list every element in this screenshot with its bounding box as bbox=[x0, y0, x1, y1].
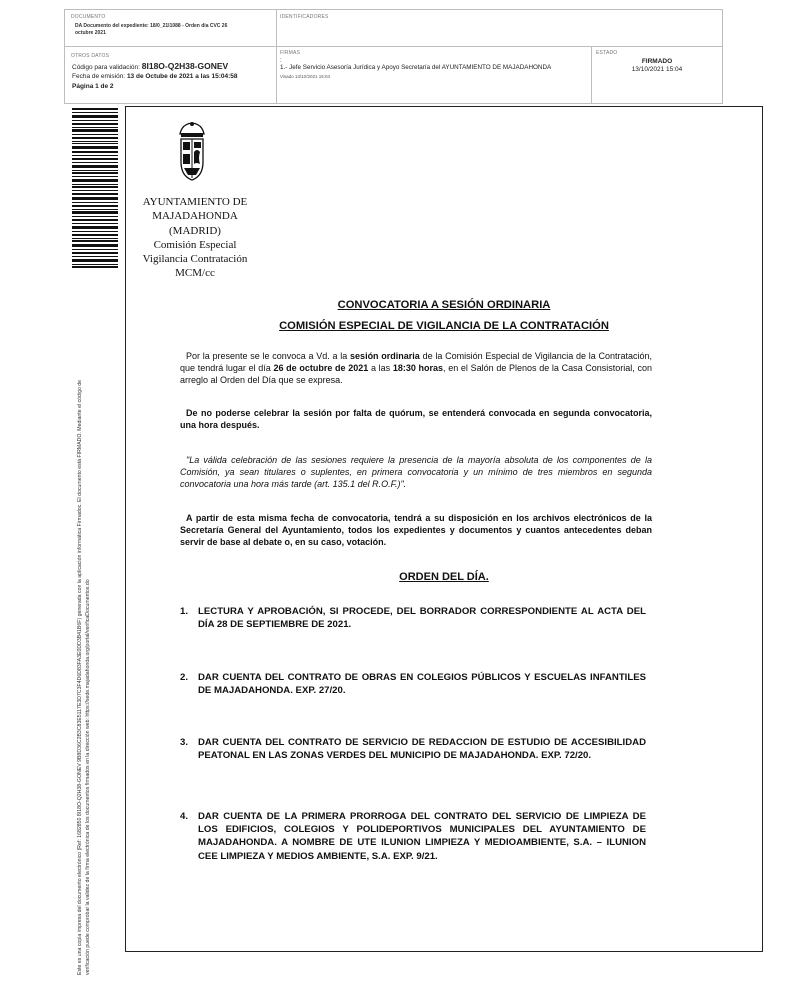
otros-datos-label: OTROS DATOS bbox=[71, 53, 110, 59]
estado-fecha: 13/10/2021 15:04 bbox=[631, 66, 683, 73]
agenda-item-text: DAR CUENTA DE LA PRIMERA PRORROGA DEL CONTRATO DEL SERVICIO DE LIMPIEZA DE LOS EDIFICIOS, COLEGIOS Y POLIDEPORTIVOS MUNICIPALES DEL AYUNTAMIENTO DE MAJADAHONDA. A NOMBRE DE UTE ILUNION LIMPIEZA Y MEDIOAMBIENTE, S.A. – ILUNION CEE LIMPIEZA Y MEDIOS AMBIENTE, S.A. EXP. 9/21. bbox=[198, 811, 646, 862]
p3-text: "La válida celebración de las sesiones requiere la presencia de la mayoría absoluta de los componentes de la Comisión, ya sean titulares o suplentes, en primera convocatoria y un mínimo de tres miembros en segunda convocatoria una hora más tarde (art. 135.1 del R.O.F.)". bbox=[180, 455, 652, 489]
firma-colon: : bbox=[280, 58, 282, 64]
codigo-label: Código para validación: bbox=[72, 64, 140, 71]
estado-label: ESTADO bbox=[596, 50, 618, 56]
rof-quote-paragraph bbox=[180, 455, 652, 491]
committee-title: COMISIÓN ESPECIAL DE VIGILANCIA DE LA CONTRATACIÓN bbox=[279, 320, 609, 332]
verification-side-text bbox=[77, 305, 92, 975]
side-text-line-1: Este es una copia impresa del documento electrónico (Ref: 1682850 8I18O-Q2H38-GONEV 9B8D36C2B3C83E5117E3D7C3F4D6D83FA3E0DD3B41B6F) generada con la aplicación informática Firmadoc. El documento está FIRMADO. Mediante el código de bbox=[77, 379, 83, 975]
org-line: Comisión Especial bbox=[153, 238, 237, 251]
agenda-item bbox=[180, 671, 646, 697]
p1-text: de la Comisión Especial de Vigilancia de la Contratación, que tendrá lugar el día bbox=[180, 351, 652, 373]
validation-info bbox=[72, 60, 277, 91]
p4-text: A partir de esta misma fecha de convocatoria, tendrá a su disposición en los archivos electrónicos de la Secretaría General del Ayuntamiento, todos los expedientes y documentos y cuantos antecedentes deban servir de base al debate o, en su caso, votación. bbox=[180, 513, 652, 547]
agenda-item bbox=[180, 736, 646, 762]
documento-value: DA Documento del expediente: 18/0_21I1088 - Orden dia CVC 26 octubre 2021 bbox=[75, 23, 228, 36]
agenda-item bbox=[180, 810, 646, 863]
org-line: Vigilancia Contratación bbox=[142, 253, 248, 266]
page-count: Página 1 de 2 bbox=[72, 82, 114, 90]
divider bbox=[65, 46, 722, 47]
p1-date: 26 de octubre de 2021 bbox=[273, 362, 369, 373]
issuing-organization bbox=[133, 195, 257, 281]
validation-code: 8I18O-Q2H38-GONEV bbox=[141, 61, 229, 71]
estado-value: FIRMADO bbox=[641, 58, 673, 65]
barcode-image bbox=[72, 108, 118, 268]
firma-visado: Visado 13/10/2021 15:04 bbox=[280, 74, 330, 79]
agenda-item-text: DAR CUENTA DEL CONTRATO DE OBRAS EN COLEGIOS PÚBLICOS Y ESCUELAS INFANTILES DE MAJADAHONDA. EXP. 27/20. bbox=[198, 672, 646, 697]
documents-availability-paragraph bbox=[180, 513, 652, 549]
p1-time: 18:30 horas bbox=[392, 362, 444, 373]
p1-text: a las bbox=[368, 362, 393, 373]
p1-session-type: sesión ordinaria bbox=[350, 351, 420, 361]
agenda-title: ORDEN DEL DÍA. bbox=[399, 571, 489, 583]
agenda-item-number: 4. bbox=[180, 811, 189, 822]
org-line: (MADRID) bbox=[169, 224, 221, 237]
p2-text: De no poderse celebrar la sesión por falta de quórum, se entenderá convocada en segunda convocatoria, una hora después. bbox=[180, 408, 652, 430]
agenda-item-text: DAR CUENTA DEL CONTRATO DE SERVICIO DE REDACCION DE ESTUDIO DE ACCESIBILIDAD PEATONAL EN LAS ZONAS VERDES DEL MUNICIPIO DE MAJADAHONDA. EXP. 72/20. bbox=[198, 737, 646, 762]
agenda-item-number: 1. bbox=[180, 606, 189, 617]
convocation-paragraph bbox=[180, 351, 652, 387]
fecha-emision: 13 de Octube de 2021 a las 15:04:58 bbox=[126, 73, 238, 81]
org-line: AYUNTAMIENTO DE bbox=[142, 196, 248, 208]
agenda-item bbox=[180, 605, 646, 631]
p1-text: , en el Salón de Plenos de la Casa Consistorial, con arreglo al Orden del Día que se expresa. bbox=[180, 362, 652, 385]
side-text-line-2: verificación puede comprobar la validez de la firma electrónica de los documentos firmados en la dirección web: https://sede.majadahonda.org/portal/verificaDocumentos.do bbox=[84, 579, 91, 975]
identificadores-label: IDENTIFICADORES bbox=[280, 14, 329, 20]
p1-text: Por la presente se le convoca a Vd. a la bbox=[186, 351, 351, 361]
firma-signer: 1.- Jefe Servicio Asesoría Jurídica y Apoyo Secretaría del AYUNTAMIENTO DE MAJADAHONDA bbox=[280, 64, 552, 71]
agenda-item-number: 2. bbox=[180, 672, 189, 683]
agenda-item-text: LECTURA Y APROBACIÓN, SI PROCEDE, DEL BORRADOR CORRESPONDIENTE AL ACTA DEL DÍA 28 DE SEPTIEMBRE DE 2021. bbox=[198, 606, 646, 631]
org-line: MAJADAHONDA bbox=[152, 210, 238, 223]
org-line: MCM/cc bbox=[175, 267, 215, 280]
document-title: CONVOCATORIA A SESIÓN ORDINARIA bbox=[337, 299, 551, 311]
coat-of-arms-icon bbox=[172, 120, 212, 186]
firmas-label: FIRMAS bbox=[280, 50, 301, 56]
agenda-item-number: 3. bbox=[180, 737, 189, 748]
documento-label: DOCUMENTO bbox=[71, 14, 106, 20]
document-metadata-box bbox=[64, 9, 723, 104]
fecha-label: Fecha de emisión: bbox=[72, 73, 126, 81]
quorum-paragraph bbox=[180, 408, 652, 432]
